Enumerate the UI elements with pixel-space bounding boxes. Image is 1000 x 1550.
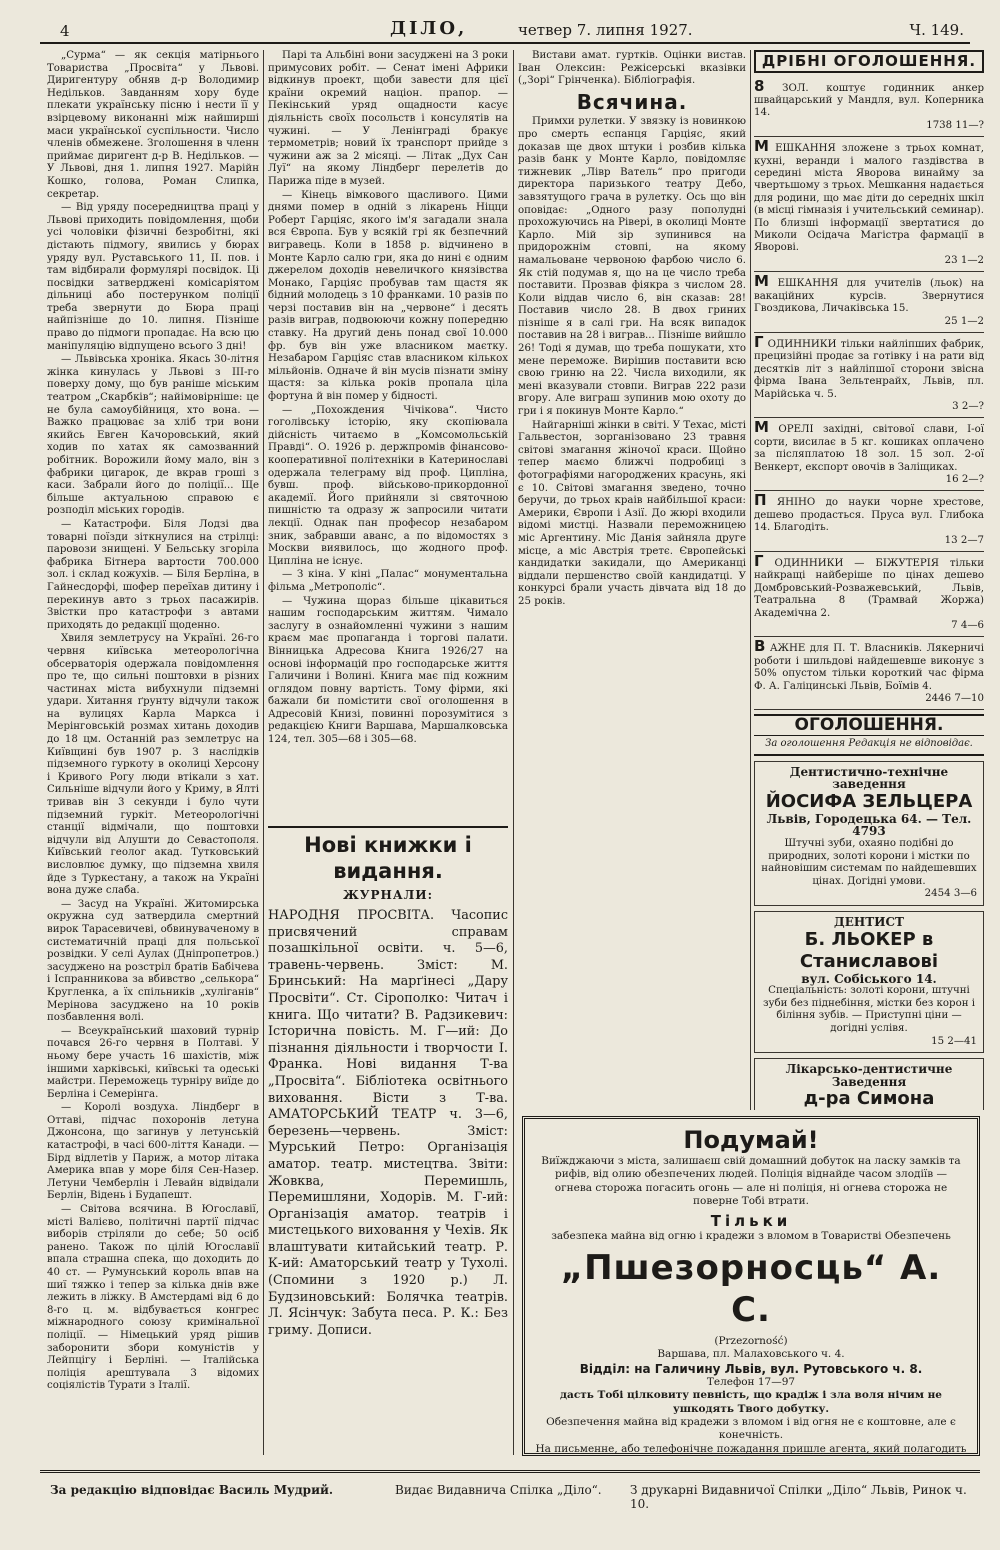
ad-text: АЖНЕ для П. Т. Власників. Лякерничі роботи і шильдові найдешевше виконує з 50% опустом тільки короткий час фірма Ф. А. Галіцинські Львів, Боїмів 4. xyxy=(754,643,984,692)
article-paragraph: Найгарніші жінки в світі. У Техас, місті Гальвестон, зорганізовано 23 травня світові змагання жіночої краси. Щойно тепер маємо ближчі подробиці з фотографіями нагороджених красунь, які є 10. Світові змагання зведено, точно беручи, до трьох краів найбільшої краси: Америки, Європи і Азії. До жюрі входили відомі мистці. Назвали переможницею міс Аргентину. Міс Данія зайняла друге місце, а міс Австрія третє. Європейські кандидатки закидали, що Американці віддали першенство своїй кандидатці. У конкурсі брали участь дівчата від 18 до 25 років. xyxy=(518,419,746,607)
article-paragraph: — Королі воздуха. Ліндберг в Оттаві, підчас похоронів летуна Джонсона, що загинув у летунській катастрофі, в часі 600-ліття Канади. — Бірд відлетів у Париж, а мотор літака Америка впав у море біля Сен-Назер. Летуни Чемберлін і Левайн відвідали Берлін, Відень і Будапешт. xyxy=(47,1102,259,1202)
article-paragraph: Вистави амат. гуртків. Оцінки вистав. Іван Олексин: Режісерські вказівки („Зорі“ Грінченка). Бібліографія. xyxy=(518,50,746,87)
column-divider xyxy=(750,50,751,1110)
ad-text: Штучні зуби, охаяно подібні до природних, золоті корони і містки по найновішим системам по найдешевших цінах. Догідні умови. xyxy=(761,838,977,887)
ad-name: Б. ЛЬОКЕР в Станиславові xyxy=(799,928,939,972)
article-paragraph: — „Похождения Чічікова“. Чисто гоголівську історію, яку скопіювала дійсність читаємо в „Комсомольській Правді“. О. 1926 р. держпромів фінансово-кооперативної політехніки в Катеринославі одержала телеграму від проф. Ципліна, бувш. проф. військово-прикордонної академії. Його прийняли зі святочною пишністю та одразу ж запросили читати лекції. Однак пан професор незабаром зник, забравши аванс, а по відомостях з Москви виявилось, що жодного проф. Ципліна не існує. xyxy=(268,404,508,567)
article-paragraph: — Засуд на Україні. Житомирська окружна суд затвердила смертний вирок Тарасевичеві, обвинуваченому в систематичній праці для польської розвідки. У селі Аулах (Дніпропетров.) засуджено на розстріл братів Бабічева і Іспранникова за вбивство „селькора“ Кругленка, а їх спільників „хуліганів“ Мерінова засуджено на 10 років позбавлення волі. xyxy=(47,898,259,1024)
ad-text: Спеціальність: золоті корони, штучні зуби без піднебіння, містки без корон і біління зубів. — Приступні ціни — догідні услівя. xyxy=(762,985,975,1034)
ad-meta: 7 4—6 xyxy=(951,620,984,632)
issue-date: четвер 7. липня 1927. xyxy=(518,21,693,39)
classified-ad xyxy=(754,552,984,637)
ad-headline: Подумай! xyxy=(683,1126,819,1154)
article-paragraph: — Львівська хроніка. Якась 30-літня жінка кинулась у Львові з III-го поверху дому, що був раніше міським театром „Скарбків“; найімовірніше: це не була самоубійниця, хто вона. — Важко працюває за хліб три вони якийсь Евген Качоровський, який ходив по хатах як самозванний робітник. Ворожили йому мало, він з фабрики цигарок, де вкрав гроші з каси. Забрали його до поліції... Ще більше актуальною справою є розподіл міських городів. xyxy=(47,354,259,517)
ad-meta: 15 2—41 xyxy=(931,1035,977,1047)
column-2 xyxy=(268,50,508,820)
small-ads-heading: ДРІБНІ ОГОЛОШЕННЯ. xyxy=(754,50,984,73)
ad-text: ОДИННИКИ тільки найліпших фабрик, прецизійні продає за готівку і на рати від десятків літ з найліпшої сторони звісна фірма Івана Зельтенрайх, Львів, пл. Марійська ч. 5. xyxy=(754,338,984,400)
article-paragraph: — Світова всячина. В Югославії, місті Валієво, політичні партії підчас виборів стріляли до себе; 50 осіб ранено. Також по цілій Югославії впала страшна спека, що доходить до 40 ст. — Румунський король впав на шиї тяжко і тепер за кілька днів вже лежить в ліжку. В Амстердамі від 6 до 8-го ц. м. відбувається конгрес міжнародного союзу кримінальної поліції. — Німецький уряд рішив заборонити збори комуністів у Лейпцігу і Берліні. — Італійська поліція арештувала 3 відомих соціялістів Турати з Італії. xyxy=(47,1204,259,1392)
ad-text: Виїжджаючи з міста, залишаєш свій домашний добуток на ласку замків та рифів, від олию обезпечених людей. Поліція віднайде часом злодіїв — огнева сторожа погасить огонь — але ні поліція, ні огнева сторожа не поверне Тобі втрати. xyxy=(541,1155,961,1208)
books-heading: Нові книжки і видання. xyxy=(268,826,508,884)
ad-meta: 2454 3—6 xyxy=(924,888,977,900)
insurance-brand: „Пшезорносць“ А. С. xyxy=(560,1248,942,1331)
ad-text: ЕШКАННЯ для учителів (льок) на вакаційних курсів. Звернутися Гвоздикова, Личаківська 15. xyxy=(754,278,984,315)
classified-ad xyxy=(754,491,984,552)
ad-text: ОРЕЛІ західні, світової слави, I-ої сорти, виcилає в 5 кг. кошиках оплачено за післяплатою 18 зол. 15 зол. 2-ої Венкерт, експорт овочів в Заліщиках. xyxy=(754,424,984,473)
column-1 xyxy=(47,50,259,1455)
ads-disclaimer: За оголошення Редакція не відповідає. xyxy=(754,736,984,756)
footer-printer: З друкарні Видавничої Спілки „Діло“ Львів, Ринок ч. 10. xyxy=(630,1483,967,1511)
ad-subheadline: Тільки xyxy=(710,1211,792,1230)
classified-ad xyxy=(754,418,984,491)
ad-text: Обезпечення майна від крадежи з вломом і від огня не є коштовне, але є конечність. xyxy=(546,1416,956,1442)
ad-text: забезпека майна від огню і крадежи з вломом в Товаристві Обезпечень xyxy=(551,1229,951,1242)
article-paragraph: Хвиля землетрусу на Україні. 26-го червня київська метеорологічна обсерваторія одержала повідомлення про те, що сильні поштовхи в різних частинах міста вибухнули підземні удари. Хитання ґрунту відчули також на вулицях Карла Маркса і Мерінговській розмах хитань доходив до 18 цм. Останній раз землетрус на Київщині був 1907 р. З наслідків підземного гуркоту в околиці Херсону і Кривого Рогу люди втікали з хат. Сильніше відчули його у Криму, в Ялті тривав він 3 секунди і було чути підземний гуркіт. Метеорологічні станції відмічали, що поштовхи відчули від Алушти до Севастополя. Київський геолог акад. Тутковський висловлює думку, що підземна хвиля йде з Туркестану, а також на Україні вона дуже слаба. xyxy=(47,633,259,897)
article-paragraph: — Всеукраїнський шаховий турнір почався 26-го червня в Полтаві. У ньому бере участь 16 шахістів, між іншими харківські, київські та одеські майстри. Переможець турніру виїде до Берліна і Семерінга. xyxy=(47,1025,259,1100)
classified-ad xyxy=(754,272,984,333)
ad-name: ЙОСИФА ЗЕЛЬЦЕРА xyxy=(765,790,973,812)
ad-address: Варшава, пл. Малаховського ч. 4. xyxy=(657,1348,845,1361)
ad-initial: Г xyxy=(754,552,764,570)
ad-line: Дентистично-технічне заведення xyxy=(789,764,949,792)
page-number: 4 xyxy=(60,22,70,40)
ad-meta: 25 1—2 xyxy=(944,315,984,327)
ad-meta: 1738 11—? xyxy=(926,119,984,131)
ad-phone: Телефон 17—97 xyxy=(706,1375,796,1388)
classified-ad xyxy=(754,137,984,272)
article-paragraph: — Від уряду посередництва праці у Львові приходить повідомлення, щоби усі чоловіки фізичні безробітні, які дістають підмогу, явились у бюрах уряду вул. Руставського 11, II. пов. і там відбирали формулярі посвідок. Ці посвідки затверджені комісаріятом дільниці або постерунком поліції треба звернути до Бюра праці найпізніше до 10. липня. Пізніше право до підмоги пропадає. На всю цю маніпуляцію відпущено всього 3 дні! xyxy=(47,202,259,352)
ad-text: ЕШКАННЯ зложене з трьох комнат, кухні, веранди і малого газдівства в середині міста Яворова винайму за чвертьшому з трьох. Мешкання надається для родини, що має діти до середніх шкіл (в місці гімназія і учительський семинар). По близші інформації звертатися до Миколи Осідача Магістра фармації в Яворові. xyxy=(754,143,984,254)
insurance-ad xyxy=(522,1116,980,1456)
classified-ad xyxy=(754,77,984,138)
new-books-section xyxy=(268,826,508,1456)
ad-meta: 16 2—? xyxy=(945,473,984,485)
ad-meta: 2446 7—10 xyxy=(925,693,984,705)
ad-line: Лікарсько-дентистичне Заведення xyxy=(785,1062,953,1089)
dental-ad-loker xyxy=(754,911,984,1053)
ads-heading: ОГОЛОШЕННЯ. xyxy=(754,714,984,736)
ad-initial: М xyxy=(754,137,769,156)
column-3 xyxy=(518,50,746,1110)
article-paragraph: „Сурма“ — як секція матірнього Товариства „Просвіта“ у Львові. Диригентуру обняв д-р Володимир Недільков. Завданням хору буде плекати українську пісню і нести її у взірцевому виконанні між найширші маси української суспільности. Число членів обмежене. Зголошення в членн приймає диригент д-р В. Недільков. — У Львові, дня 1. липня 1927. Марійн Кошко, голова, Роман Слипка, секретар. xyxy=(47,50,259,200)
article-paragraph: Примхи рулетки. У звязку із новинкою про смерть еспанця Гарціяс, який доказав ще двох штуки і розбив кілька разів банк у Монте Карло, повідомляє тижневик „Лівр Ватель“ про пригоди директора паризького театру Дебо, завзятущого грача в рулетку. Ось що він оповідає: „Одного разу пополудні прохожуючись на Рівері, в околиці Монте Карло. Мій зір зупинився на придорожнім стовпі, на якому намальоване червоною фарбою число 6. Як стій подумав я, що на це число треба поставити. Прозвав фіякра з числом 28. Коли віддав число 6, він сказав: 28! Поставив число 28. В двох гриних пізніше я в салі гри. На всяк випадок поставив на 28 і виграв... Пізніше вийшло 26! Тоді я думав, що треба пошукати, хто мене переможе. Вирішив поставити всю свою гриню на 22. Числа виходили, як мені вказували стовпи. Виграв 222 рази вгору. Але виграш зупинив мою охоту до гри і я покинув Монте Карло.“ xyxy=(518,116,746,418)
ad-text: ЯНІНО до науки чорне хрестове, дешево продасться. Пруса вул. Глибока 14. Благодіть. xyxy=(754,497,984,534)
brand-latin: (Przezorność) xyxy=(714,1335,788,1348)
newspaper-title: ДІЛО, xyxy=(390,18,468,39)
ad-initial: В xyxy=(754,637,766,656)
ad-text: ЗОЛ. коштує годинник анкер швайцарський у Мандля, вул. Коперника 14. xyxy=(754,82,984,119)
ad-text: ОДИННИКИ — БІЖУТЕРІЯ тільки найкращі найберіше по цінах дешево Домбровський-Розважевський, Львів, Театральна 8 (Трамвай Жоржа) Академічна 2. xyxy=(754,558,984,619)
journals-subheading: ЖУРНАЛИ: xyxy=(343,888,433,902)
page-footer xyxy=(40,1470,980,1511)
column-4-ads xyxy=(754,50,984,1110)
article-paragraph: — Чужина щораз більше цікавиться нашим господарським життям. Чимало заслугу в ознайомленні чужини з нашим краєм має пропаганда і торгові палати. Вінницька Адресова Книга 1926/27 на основі інформацій про господарське життя Галичини і Волині. Книга має під кожним оглядом повну вартість. Тому фірми, які бажали би помістити свої оголошення в Адресовій Книзі, повинні порозумітися з редакцією Книги Варшава, Маршалковська 124, тел. 305—68 і 305—68. xyxy=(268,595,508,746)
column-divider xyxy=(263,50,264,1455)
issue-number: Ч. 149. xyxy=(909,21,964,39)
ad-initial: М xyxy=(754,418,769,437)
footer-editor: За редакцію відповідає Василь Мудрий. xyxy=(50,1483,334,1497)
ad-address: вул. Собіського 14. xyxy=(801,971,937,986)
ad-initial: П xyxy=(754,491,767,510)
ad-initial: Г xyxy=(754,332,764,351)
ad-initial: М xyxy=(754,272,769,291)
ad-meta: 23 1—2 xyxy=(944,254,984,266)
classified-ad xyxy=(754,637,984,710)
ad-meta: 13 2—7 xyxy=(944,534,984,546)
ad-text: На письменне, або телефонічне пожадання пришле агента, який полагодить xyxy=(535,1442,967,1455)
ad-name: д-ра Симона xyxy=(803,1088,935,1110)
article-paragraph: — З кіна. У кіні „Палас“ монументальна фільма „Метрополіс“. xyxy=(268,569,508,593)
ad-meta: 3 2—? xyxy=(952,400,984,412)
article-paragraph: — Катастрофи. Біля Лодзі два товарні поїзди зіткнулися на стрілці: паровози знищені. У Бельську згоріла фабрика Бітнера вартости 700.000 зол. і склад кожухів. — Біля Берліна, в Гайнесдорфі, шофер переїхав дитину і перекинув авто з трьох пасажирів. Звістки про катастрофи з автами приходять до редакції щоденно. xyxy=(47,518,259,631)
section-heading-vsiachyna: Всячина. xyxy=(576,89,688,114)
article-paragraph: Парі та Альбіні вони засуджені на 3 роки примусових робіт. — Сенат імені Африки відкинув проект, щоби завести для цієї країни окремий націон. прапор. — Пекінський уряд ощадности касує діяльність своїх посольств і консулятів на чужині. — У Ленінграді бракує термометрів; новий їх транспорт прийде з чужини аж за 2 місяці. — Літак „Дух Сан Луї“ на якому Ліндберг перелетів до Парижа піде в музей. xyxy=(268,50,508,187)
ad-branch-address: Відділ: на Галичину Львів, вул. Рутовського ч. 8. xyxy=(579,1361,923,1376)
books-text: НАРОДНЯ ПРОСВІТА. Часопис присвячений справам позашкільної освіти. ч. 5—6, травень-червень. Зміст: М. Бринський: На марґінесі „Дару Просвіти“. Ст. Сірополко: Читач і книга. Що читати? В. Радзикевич: Історична повість. М. Г—ий: До пізнання діяльности і творчости І. Франка. Нові видання Т-ва „Просвіта“. Бібліотека освітнього виховання. Вісти з Т-ва. АМАТОРСЬКИЙ ТЕАТР ч. 3—6, березень—червень. Зміст: Мурський Петро: Організація аматор. театр. мистецтва. Звіти: Жовква, Перемишль, Перемишляни, Ходорів. М. Г-ий: Організація аматор. театрів і мистецького виховання у Чехів. Як влаштувати китайський театр. Р. К-ий: Аматорський театр у Тухолі. (Спомини з 1920 р.) Л. Будзиновський: Болячка театрів. Л. Ясінчук: Забута песа. Р. К.: Без гриму. Дописи. xyxy=(268,908,508,1338)
ad-initial: 8 xyxy=(754,76,765,95)
ad-text: дасть Тобі цілковиту певність, що крадіж і зла воля нічим не ушкодять Твого добутку. xyxy=(560,1389,942,1415)
classified-ad xyxy=(754,333,984,418)
column-divider xyxy=(513,50,514,1455)
ad-address: Львів, Городецька 64. — Тел. 4793 xyxy=(766,811,972,839)
masthead xyxy=(40,18,970,44)
footer-publisher: Видає Видавнича Спілка „Діло“. xyxy=(395,1483,602,1497)
ad-line: ДЕНТИСТ xyxy=(834,915,904,929)
article-paragraph: — Кінець вімкового щасливого. Цими днями помер в одній з лікарень Ніцци Роберт Гарціяс, якого ім'я загадали знала вся Європа. Був у всякій грі як безпечний вигравець. Коли в 1858 р. відчинено в Монте Карло салю гри, яка до нині є одним джерелом доходів невеличкого князівства Монако, Гарціяс пробував там щастя як бідний молодець з 10 франками. 10 разів по черзі поставив він на „червоне“ і десять разів виграв, подвоюючи кожну попередню ставку. На другий день понад свої 10.000 фр. був він уже власником маєтку. Незабаром Гарціяс став власником кількох мільйонів. Одначе й він мусів пізнати зміну щастя: за кілька років пропала ціла фортуна й він помер у бідності. xyxy=(268,189,508,403)
dental-ad-zeltser xyxy=(754,761,984,906)
dental-ad-rappaport xyxy=(754,1058,984,1110)
